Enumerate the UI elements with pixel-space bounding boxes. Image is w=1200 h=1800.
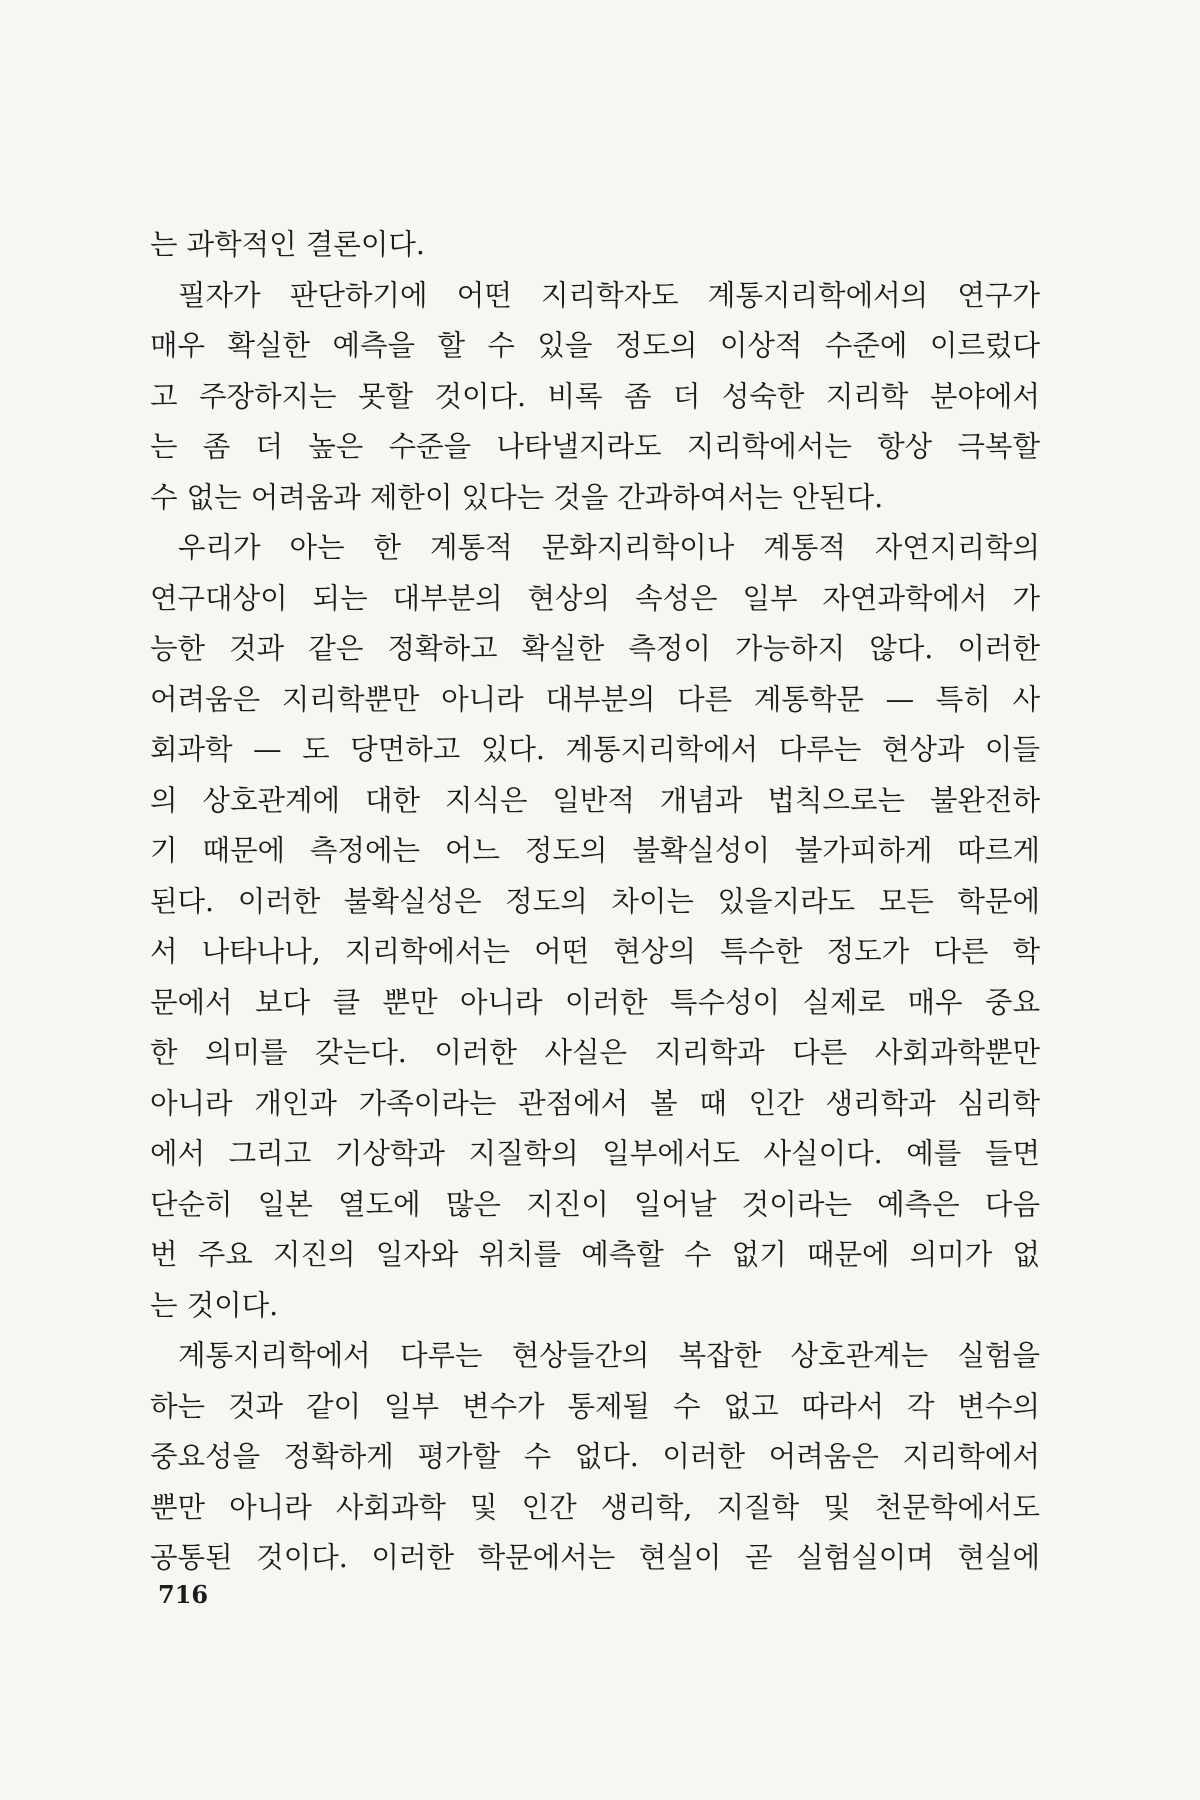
body-text xyxy=(150,220,1040,1584)
text-line: 는 좀 더 높은 수준을 나타낼지라도 지리학에서는 항상 극복할 xyxy=(150,430,1040,463)
text-line: 매우 확실한 예측을 할 수 있을 정도의 이상적 수준에 이르렀다 xyxy=(150,329,1040,362)
text-line: 필자가 판단하기에 어떤 지리학자도 계통지리학에서의 연구가 xyxy=(178,278,1040,312)
text-line: 회과학 — 도 당면하고 있다. 계통지리학에서 다루는 현상과 이들 xyxy=(150,733,1040,766)
text-line: 단순히 일본 열도에 많은 지진이 일어날 것이라는 예측은 다음 xyxy=(150,1187,1040,1221)
text-line: 우리가 아는 한 계통적 문화지리학이나 계통적 자연지리학의 xyxy=(178,531,1040,564)
page-number: 716 xyxy=(158,1580,209,1609)
text-line: 아니라 개인과 가족이라는 관점에서 볼 때 인간 생리학과 심리학 xyxy=(150,1086,1040,1120)
text-line: 뿐만 아니라 사회과학 및 인간 생리학, 지질학 및 천문학에서도 xyxy=(150,1490,1040,1524)
text-line: 는 것이다. xyxy=(150,1288,279,1322)
text-line: 문에서 보다 클 뿐만 아니라 이러한 특수성이 실제로 매우 중요 xyxy=(150,985,1040,1019)
text-line: 연구대상이 되는 대부분의 현상의 속성은 일부 자연과학에서 가 xyxy=(150,581,1040,615)
text-line: 수 없는 어려움과 제한이 있다는 것을 간과하여서는 안된다. xyxy=(150,480,884,514)
text-line: 능한 것과 같은 정확하고 확실한 측정이 가능하지 않다. 이러한 xyxy=(150,632,1040,665)
text-line: 된다. 이러한 불확실성은 정도의 차이는 있을지라도 모든 학문에 xyxy=(150,884,1040,918)
text-line: 중요성을 정확하게 평가할 수 없다. 이러한 어려움은 지리학에서 xyxy=(150,1440,1040,1473)
text-line: 공통된 것이다. 이러한 학문에서는 현실이 곧 실험실이며 현실에 xyxy=(150,1541,1040,1574)
text-line: 는 과학적인 결론이다. xyxy=(150,228,425,261)
text-line: 에서 그리고 기상학과 지질학의 일부에서도 사실이다. 예를 들면 xyxy=(150,1137,1040,1170)
text-line: 의 상호관계에 대한 지식은 일반적 개념과 법칙으로는 불완전하 xyxy=(150,783,1040,817)
text-line: 고 주장하지는 못할 것이다. 비록 좀 더 성숙한 지리학 분야에서 xyxy=(150,379,1040,413)
text-line: 번 주요 지진의 일자와 위치를 예측할 수 없기 때문에 의미가 없 xyxy=(150,1238,1040,1271)
text-line: 한 의미를 갖는다. 이러한 사실은 지리학과 다른 사회과학뿐만 xyxy=(150,1036,1040,1069)
text-line: 서 나타나나, 지리학에서는 어떤 현상의 특수한 정도가 다른 학 xyxy=(150,935,1040,968)
text-line: 기 때문에 측정에는 어느 정도의 불확실성이 불가피하게 따르게 xyxy=(150,834,1040,867)
text-line: 하는 것과 같이 일부 변수가 통제될 수 없고 따라서 각 변수의 xyxy=(150,1389,1040,1423)
text-line: 어려움은 지리학뿐만 아니라 대부분의 다른 계통학문 — 특히 사 xyxy=(150,682,1040,716)
text-line: 계통지리학에서 다루는 현상들간의 복잡한 상호관계는 실험을 xyxy=(178,1339,1040,1372)
